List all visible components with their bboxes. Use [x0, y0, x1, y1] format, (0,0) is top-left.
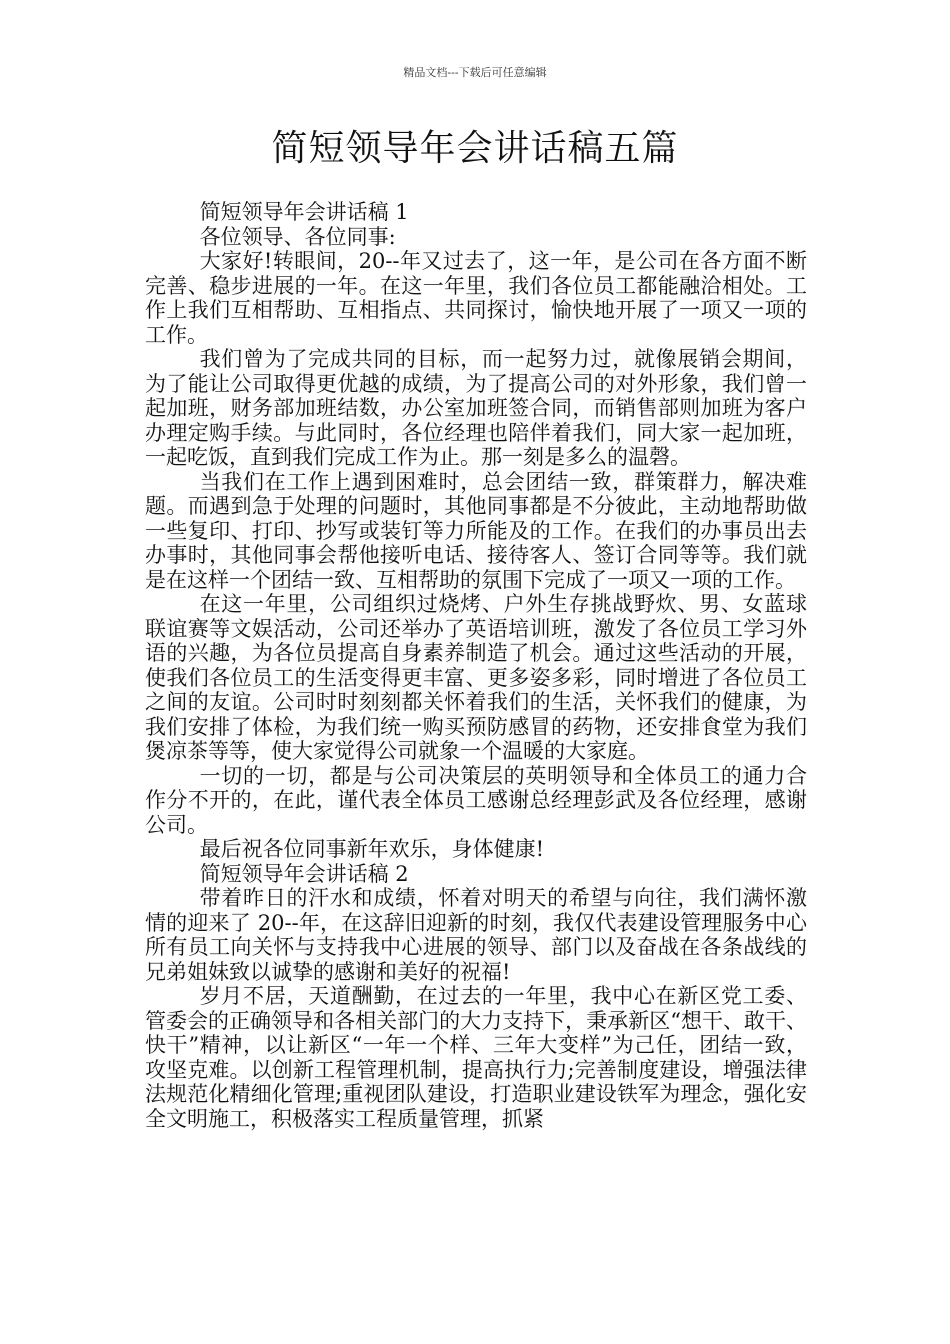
salutation: 各位领导、各位同事:	[199, 224, 396, 249]
section-heading-2: 简短领导年会讲话稿 2	[199, 861, 409, 886]
paragraph: 岁月不居，天道酬勤，在过去的一年里，我中心在新区党工委、管委会的正确领导和各相关部门的大力支持下，秉承新区“想干、敢干、快干”精神，以让新区“一年一个样、三年大变样”为己任，团结一致，攻坚克难。以创新工程管理机制，提高执行力;完善制度建设，增强法律法规范化精细化管理;重视团队建设，打造职业建设铁军为理念，强化安全文明施工，积极落实工程质量管理，抓紧	[145, 984, 807, 1131]
document-body	[145, 200, 807, 1131]
paragraph: 大家好!转眼间，20--年又过去了，这一年，是公司在各方面不断完善、稳步进展的一年。在这一年里，我们各位员工都能融洽相处。工作上我们互相帮助、互相指点、共同探讨，愉快地开展了一项又一项的工作。	[145, 249, 807, 347]
paragraph: 带着昨日的汗水和成绩，怀着对明天的希望与向往，我们满怀激情的迎来了 20--年，在这辞旧迎新的时刻，我仅代表建设管理服务中心所有员工向关怀与支持我中心进展的领导、部门以及奋战在各条战线的兄弟姐妹致以诚挚的感谢和美好的祝福!	[145, 886, 807, 984]
section-heading-1: 简短领导年会讲话稿 1	[199, 200, 409, 224]
paragraph: 在这一年里，公司组织过烧烤、户外生存挑战野炊、男、女蓝球联谊赛等文娱活动，公司还举办了英语培训班，激发了各位员工学习外语的兴趣，为各位员提高自身素养制造了机会。通过这些活动的开展，使我们各位员工的生活变得更丰富、更多姿多彩，同时增进了各位员工之间的友谊。公司时时刻刻都关怀着我们的生活，关怀我们的健康，为我们安排了体检，为我们统一购买预防感冒的药物，还安排食堂为我们煲凉茶等等，使大家觉得公司就象一个温暖的大家庭。	[145, 592, 807, 763]
paragraph: 一切的一切，都是与公司决策层的英明领导和全体员工的通力合作分不开的，在此，谨代表全体员工感谢总经理彭武及各位经理，感谢公司。	[145, 763, 807, 837]
header-note: 精品文档---下载后可任意编辑	[403, 66, 547, 79]
closing-wish: 最后祝各位同事新年欢乐，身体健康!	[199, 837, 545, 861]
document-title: 简短领导年会讲话稿五篇	[271, 128, 679, 169]
paragraph: 我们曾为了完成共同的目标，而一起努力过，就像展销会期间，为了能让公司取得更优越的成绩，为了提高公司的对外形象，我们曾一起加班，财务部加班结数，办公室加班签合同，而销售部则加班为客户办理定购手续。与此同时，各位经理也陪伴着我们，同大家一起加班，一起吃饭，直到我们完成工作为止。那一刻是多么的温磬。	[145, 347, 807, 469]
paragraph: 当我们在工作上遇到困难时，总会团结一致，群策群力，解决难题。而遇到急于处理的问题时，其他同事都是不分彼此，主动地帮助做一些复印、打印、抄写或装钉等力所能及的工作。在我们的办事员出去办事时，其他同事会帮他接听电话、接待客人、签订合同等等。我们就是在这样一个团结一致、互相帮助的氛围下完成了一项又一项的工作。	[145, 469, 807, 592]
